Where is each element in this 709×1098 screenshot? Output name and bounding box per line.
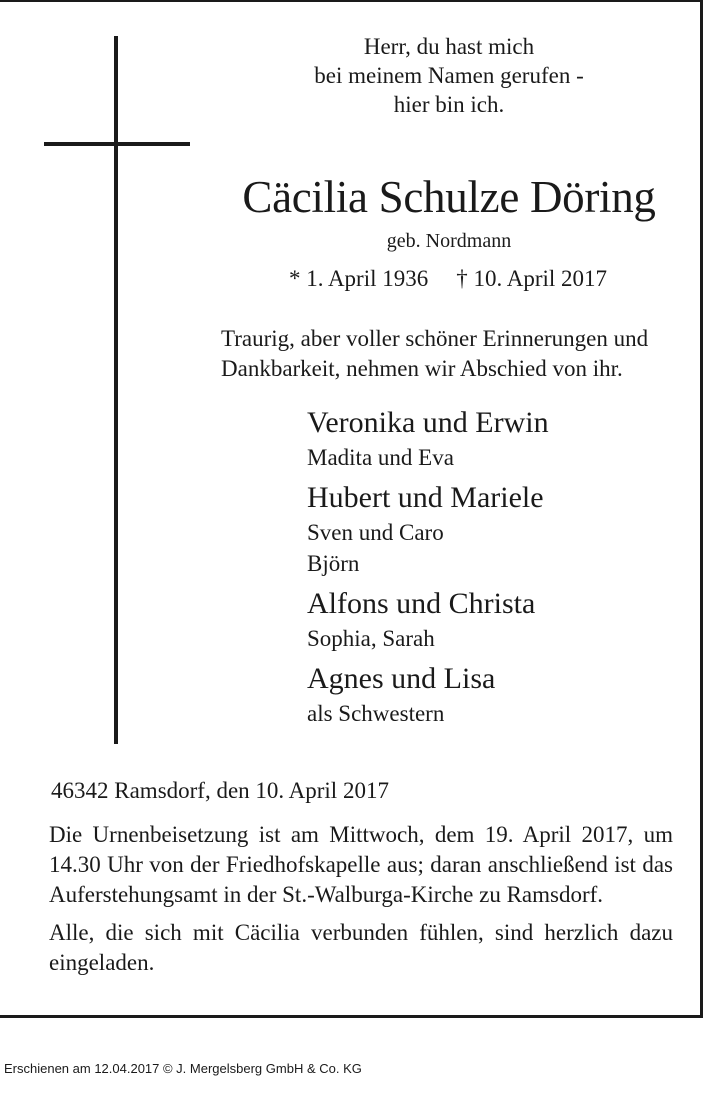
maiden-name: geb. Nordmann — [386, 230, 512, 252]
bible-verse — [290, 32, 608, 119]
family-main-names: Agnes und Lisa — [307, 662, 496, 695]
publication-footer: Erschienen am 12.04.2017 © J. Mergelsberg GmbH & Co. KG — [4, 1061, 362, 1076]
invitation-text: Alle, die sich mit Cäcilia verbunden fühlen, sind herzlich dazu eingeladen. — [49, 920, 673, 975]
funeral-arrangements: Die Urnenbeisetzung ist am Mittwoch, dem 19. April 2017, um 14.30 Uhr von der Friedhofskapelle aus; daran anschließend ist das Auferstehungsamt in der St.-Walburga-Kirche zu Ramsdorf. — [49, 822, 673, 907]
place-and-date: 46342 Ramsdorf, den 10. April 2017 — [51, 778, 389, 803]
family-sub-names: Sven und Caro — [307, 520, 444, 545]
family-main-names: Veronika und Erwin — [307, 406, 549, 439]
cross-icon-horizontal — [44, 142, 190, 146]
family-main-names: Hubert und Mariele — [307, 481, 544, 514]
family-sub-names: Sophia, Sarah — [307, 626, 435, 651]
verse-line: bei meinem Namen gerufen - — [314, 63, 584, 88]
family-group — [307, 404, 697, 473]
family-sub-names: Björn — [307, 551, 360, 576]
death-date: † 10. April 2017 — [456, 266, 608, 291]
verse-line: hier bin ich. — [393, 92, 505, 117]
family-sub-names: als Schwestern — [307, 701, 445, 726]
farewell-text: Traurig, aber voller schöner Erinnerungen und Dankbarkeit, nehmen wir Abschied von ihr. — [221, 326, 649, 381]
mourners-list — [307, 404, 697, 735]
family-group — [307, 660, 697, 729]
verse-line: Herr, du hast mich — [363, 34, 535, 59]
funeral-details — [49, 820, 673, 986]
family-sub-names: Madita und Eva — [307, 445, 454, 470]
family-group — [307, 479, 697, 579]
birth-date: * 1. April 1936 — [288, 266, 429, 291]
deceased-name: Cäcilia Schulze Döring — [242, 172, 656, 222]
family-group — [307, 585, 697, 654]
family-main-names: Alfons und Christa — [307, 587, 536, 620]
life-dates — [230, 264, 666, 294]
